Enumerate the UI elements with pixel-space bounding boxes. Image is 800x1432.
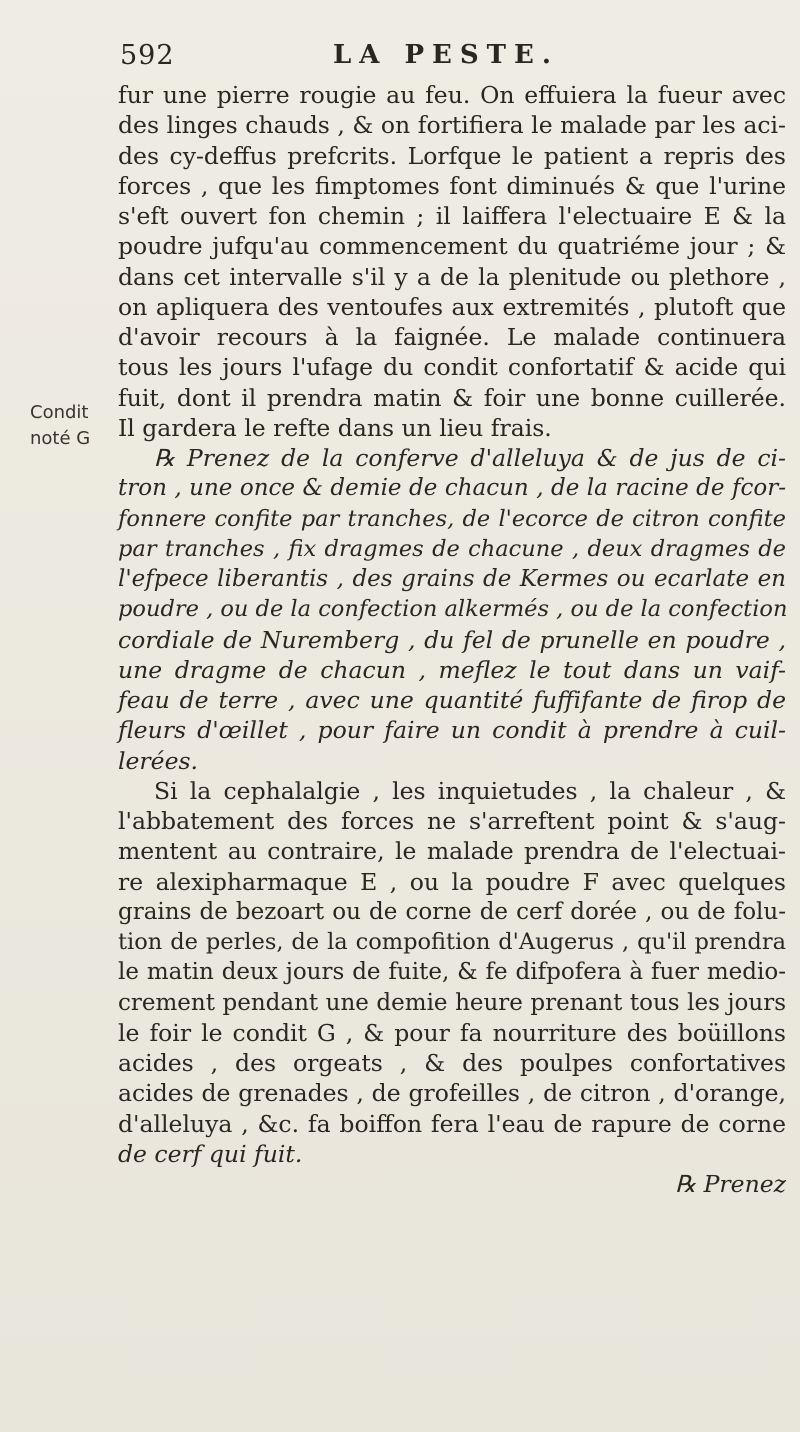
text-line: mentent au contraire, le malade prendra de l'electuai-	[118, 837, 786, 866]
text-line: re alexipharmaque E , ou la poudre F avec quelques	[118, 867, 786, 896]
catchword: ℞ Prenez	[675, 1170, 786, 1198]
text-line: des cy-deffus prefcrits. Lorfque le patient a repris des	[118, 141, 786, 170]
text-line: fuit, dont il prendra matin & foir une bonne cuillerée.	[118, 383, 786, 412]
text-line: fur une pierre rougie au feu. On effuiera la fueur avec	[118, 81, 786, 109]
margin-note-line: noté G	[30, 428, 91, 449]
recipe-line: l'efpece liberantis , des grains de Kermes ou ecarlate en	[118, 566, 786, 592]
text-line: le matin deux jours de fuite, & fe difpofera à fuer medio-	[118, 959, 786, 986]
text-line: acides , des orgeats , & des poulpes confortatives	[118, 1049, 786, 1077]
text-line: de cerf qui fuit.	[118, 1139, 303, 1168]
recipe-line: cordiale de Nuremberg , du fel de prunelle en poudre ,	[118, 625, 786, 654]
text-line: dans cet intervalle s'il y a de la plenitude ou plethore ,	[118, 262, 786, 291]
text-line: le foir le condit G , & pour fa nourriture des boüillons	[118, 1018, 786, 1047]
text-line: acides de grenades , de grofeilles , de citron , d'orange,	[118, 1079, 786, 1108]
recipe-line: une dragme de chacun , meflez le tout dans un vaif-	[118, 655, 786, 684]
text-line: tous les jours l'ufage du condit confortatif & acide qui	[118, 353, 786, 382]
recipe-line: fonnere confite par tranches, de l'ecorce de citron confite	[118, 505, 786, 532]
recipe-line: tron , une once & demie de chacun , de la racine de fcor-	[118, 475, 786, 502]
text-line: poudre jufqu'au commencement du quatriéme jour ; &	[118, 232, 786, 261]
text-line: des linges chauds , & on fortifiera le malade par les aci-	[118, 111, 786, 140]
recipe-condit	[118, 443, 786, 776]
text-line: d'avoir recours à la faignée. Le malade continuera	[118, 323, 786, 351]
paragraph-1	[118, 80, 786, 443]
recipe-line: fleurs d'œillet , pour faire un condit à prendre à cuil-	[118, 716, 786, 745]
margin-note	[30, 400, 110, 452]
text-line: s'eft ouvert fon chemin ; il laiffera l'electuaire E & la	[118, 202, 786, 230]
recipe-line: ℞ Prenez de la conferve d'alleluya & de jus de ci-	[154, 444, 786, 472]
paragraph-2	[118, 776, 786, 1169]
text-line: l'abbatement des forces ne s'arreftent point & s'aug-	[118, 807, 786, 835]
text-line: grains de bezoart ou de corne de cerf dorée , ou de folu-	[118, 898, 786, 925]
running-title: LA PESTE.	[333, 40, 559, 70]
recipe-line: lerées.	[118, 746, 199, 775]
page-number: 592	[120, 40, 175, 71]
recipe-line: par tranches , fix dragmes de chacune , deux dragmes de	[118, 535, 786, 562]
recipe-line: poudre , ou de la confection alkermés , ou de la confection	[118, 596, 788, 623]
margin-note-line: Condit	[30, 402, 89, 423]
text-line: d'alleluya , &c. fa boiffon fera l'eau de rapure de corne	[118, 1109, 786, 1138]
text-line: tion de perles, de la compofition d'Augerus , qu'il prendra	[118, 929, 786, 955]
text-line: crement pendant une demie heure prenant tous les jours	[118, 989, 786, 1016]
text-line: forces , que les fimptomes font diminués & que l'urine	[118, 171, 786, 200]
running-head	[120, 40, 680, 80]
text-line: Il gardera le refte dans un lieu frais.	[118, 413, 552, 442]
text-line: on apliquera des ventoufes aux extremités , plutoft que	[118, 292, 786, 321]
recipe-line: feau de terre , avec une quantité fuffifante de firop de	[118, 686, 786, 714]
text-line: Si la cephalalgie , les inquietudes , la chaleur , &	[154, 776, 786, 805]
body-text	[118, 80, 786, 1199]
